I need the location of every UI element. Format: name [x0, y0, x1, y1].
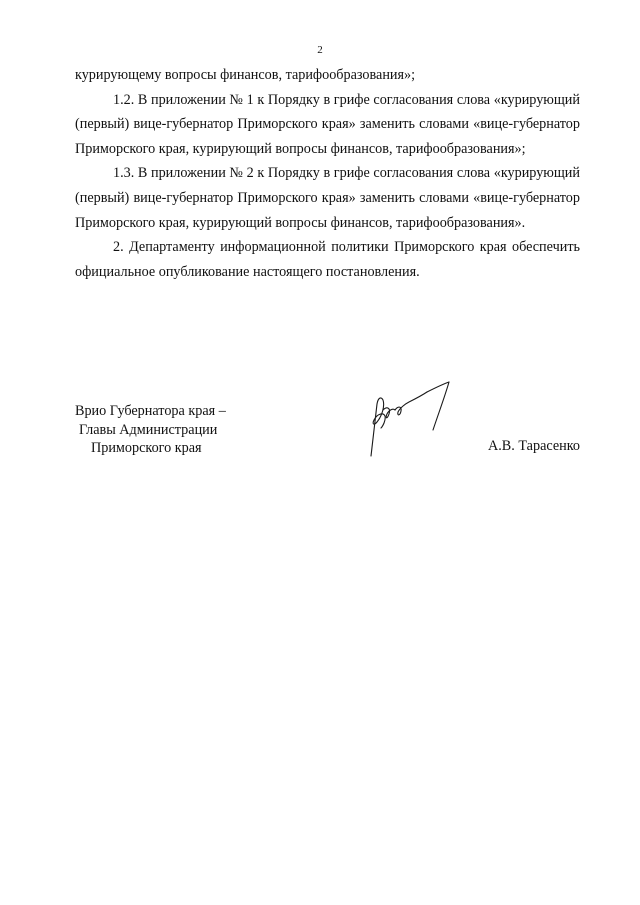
page-number: 2 [317, 44, 323, 56]
signatory-position-line: Главы Администрации [79, 421, 218, 438]
signer-name: А.В. Тарасенко [488, 438, 580, 454]
signatory-position-line: Врио Губернатора края – [75, 403, 226, 419]
paragraph-2: 2. Департаменту информационной политики Приморского края обеспечить официальное опубликование настоящего постановления. [75, 239, 580, 280]
signatory-position-line: Приморского края [91, 440, 202, 456]
paragraph-1-3: 1.3. В приложении № 2 к Порядку в грифе согласования слова «курирующий (первый) вице-губернатор Приморского края» заменить словами «вице-губернатор Приморского края, курирующий вопросы финансов, тарифообразования». [75, 165, 580, 231]
document-body [75, 63, 580, 284]
paragraph-continuation: курирующему вопросы финансов, тарифообразования»; [75, 67, 416, 83]
handwritten-signature [365, 378, 455, 460]
signatory-position [75, 402, 226, 458]
paragraph-1-2: 1.2. В приложении № 1 к Порядку в грифе согласования слова «курирующий (первый) вице-губернатор Приморского края» заменить словами «вице-губернатор Приморского края, курирующий вопросы финансов, тарифообразования»; [75, 91, 580, 157]
